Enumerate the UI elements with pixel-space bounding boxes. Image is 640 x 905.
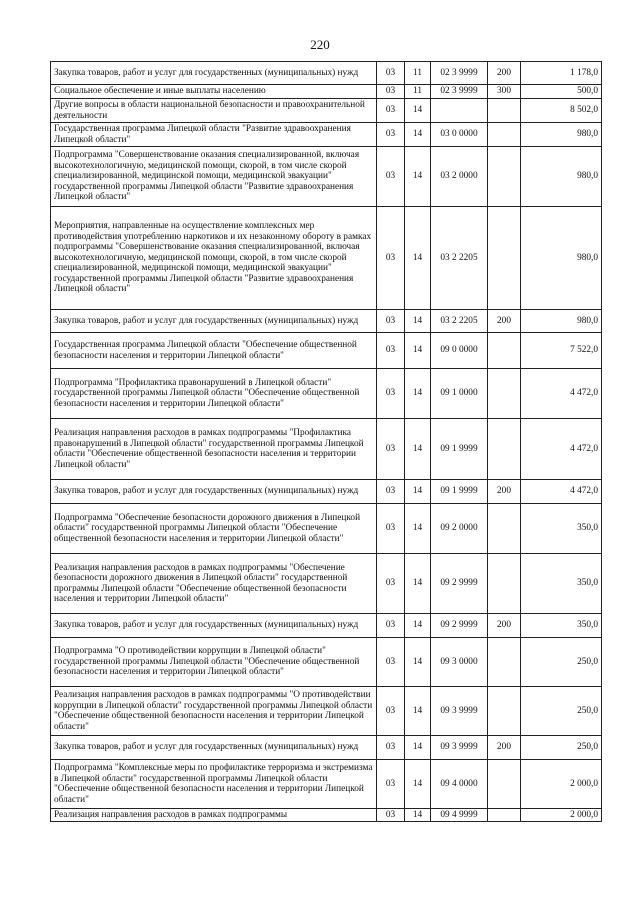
target-article-code: 09 4 9999 — [431, 809, 488, 822]
section-code: 03 — [377, 504, 405, 554]
section-code: 03 — [377, 419, 405, 480]
subsection-code: 14 — [405, 504, 431, 554]
target-article-code: 09 2 9999 — [431, 554, 488, 614]
row-name: Мероприятия, направленные на осуществление комплексных мер противодействия употреблению наркотиков и их незаконному обороту в рамках подпрограммы "Совершенствование оказания специализированной, включая высокотехнологичную, медицинской помощи, скорой, в том числе скорой специализированной, медицинской помощи, медицинской эвакуации" государственной программы Липецкой области "Развитие здравоохранения Липецкой области" — [51, 207, 377, 310]
section-code: 03 — [377, 147, 405, 207]
table-row — [51, 85, 602, 99]
amount: 350,0 — [521, 614, 602, 638]
table-row — [51, 147, 602, 207]
section-code: 03 — [377, 310, 405, 333]
subsection-code: 14 — [405, 736, 431, 760]
row-name: Закупка товаров, работ и услуг для государственных (муниципальных) нужд — [51, 62, 377, 85]
subsection-code: 11 — [405, 62, 431, 85]
amount: 2 000,0 — [521, 760, 602, 809]
expense-type-code — [488, 554, 521, 614]
target-article-code: 09 3 0000 — [431, 638, 488, 687]
section-code: 03 — [377, 369, 405, 419]
budget-table-body — [51, 62, 602, 822]
amount: 350,0 — [521, 504, 602, 554]
table-row — [51, 687, 602, 736]
budget-table — [50, 61, 602, 822]
expense-type-code: 300 — [488, 85, 521, 99]
section-code: 03 — [377, 123, 405, 147]
amount: 4 472,0 — [521, 369, 602, 419]
row-name: Реализация направления расходов в рамках подпрограммы — [51, 809, 377, 822]
amount: 2 000,0 — [521, 809, 602, 822]
amount: 250,0 — [521, 736, 602, 760]
subsection-code: 14 — [405, 369, 431, 419]
subsection-code: 14 — [405, 809, 431, 822]
row-name: Закупка товаров, работ и услуг для государственных (муниципальных) нужд — [51, 480, 377, 504]
amount: 980,0 — [521, 147, 602, 207]
table-row — [51, 419, 602, 480]
section-code: 03 — [377, 736, 405, 760]
amount: 980,0 — [521, 207, 602, 310]
table-row — [51, 123, 602, 147]
row-name: Другие вопросы в области национальной безопасности и правоохранительной деятельности — [51, 99, 377, 123]
expense-type-code: 200 — [488, 614, 521, 638]
target-article-code: 09 1 9999 — [431, 419, 488, 480]
target-article-code: 03 2 0000 — [431, 147, 488, 207]
amount: 8 502,0 — [521, 99, 602, 123]
target-article-code: 09 4 0000 — [431, 760, 488, 809]
row-name: Закупка товаров, работ и услуг для государственных (муниципальных) нужд — [51, 310, 377, 333]
subsection-code: 14 — [405, 554, 431, 614]
amount: 250,0 — [521, 687, 602, 736]
section-code: 03 — [377, 687, 405, 736]
row-name: Подпрограмма "Совершенствование оказания специализированной, включая высокотехнологичную, медицинской помощи, скорой, в том числе скорой специализированной, медицинской помощи, медицинской эвакуации" государственной программы Липецкой области "Развитие здравоохранения Липецкой области" — [51, 147, 377, 207]
row-name: Закупка товаров, работ и услуг для государственных (муниципальных) нужд — [51, 614, 377, 638]
subsection-code: 11 — [405, 85, 431, 99]
subsection-code: 14 — [405, 480, 431, 504]
row-name: Реализация направления расходов в рамках подпрограммы "О противодействии коррупции в Липецкой области" государственной программы Липецкой области "Обеспечение общественной безопасности населения и территории Липецкой области" — [51, 687, 377, 736]
target-article-code: 09 2 9999 — [431, 614, 488, 638]
expense-type-code — [488, 760, 521, 809]
table-row — [51, 736, 602, 760]
subsection-code: 14 — [405, 207, 431, 310]
target-article-code: 09 0 0000 — [431, 333, 488, 369]
amount: 7 522,0 — [521, 333, 602, 369]
target-article-code: 02 3 9999 — [431, 62, 488, 85]
expense-type-code — [488, 504, 521, 554]
target-article-code: 09 1 0000 — [431, 369, 488, 419]
table-row — [51, 809, 602, 822]
table-row — [51, 614, 602, 638]
expense-type-code — [488, 207, 521, 310]
target-article-code: 09 2 0000 — [431, 504, 488, 554]
subsection-code: 14 — [405, 147, 431, 207]
subsection-code: 14 — [405, 614, 431, 638]
table-row — [51, 760, 602, 809]
amount: 250,0 — [521, 638, 602, 687]
section-code: 03 — [377, 333, 405, 369]
table-row — [51, 62, 602, 85]
target-article-code: 03 2 2205 — [431, 207, 488, 310]
expense-type-code — [488, 687, 521, 736]
row-name: Закупка товаров, работ и услуг для государственных (муниципальных) нужд — [51, 736, 377, 760]
section-code: 03 — [377, 85, 405, 99]
expense-type-code — [488, 333, 521, 369]
amount: 350,0 — [521, 554, 602, 614]
table-row — [51, 310, 602, 333]
expense-type-code — [488, 419, 521, 480]
amount: 980,0 — [521, 123, 602, 147]
page-number: 220 — [310, 37, 330, 52]
section-code: 03 — [377, 480, 405, 504]
section-code: 03 — [377, 207, 405, 310]
section-code: 03 — [377, 554, 405, 614]
target-article-code: 02 3 9999 — [431, 85, 488, 99]
subsection-code: 14 — [405, 333, 431, 369]
target-article-code: 09 3 9999 — [431, 687, 488, 736]
target-article-code: 03 0 0000 — [431, 123, 488, 147]
amount: 980,0 — [521, 310, 602, 333]
section-code: 03 — [377, 99, 405, 123]
section-code: 03 — [377, 638, 405, 687]
row-name: Подпрограмма "Профилактика правонарушений в Липецкой области" государственной программы Липецкой области "Обеспечение общественной безопасности населения и территории Липецкой области" — [51, 369, 377, 419]
subsection-code: 14 — [405, 310, 431, 333]
amount: 4 472,0 — [521, 419, 602, 480]
row-name: Подпрограмма "О противодействии коррупции в Липецкой области" государственной программы Липецкой области "Обеспечение общественной безопасности населения и территории Липецкой области" — [51, 638, 377, 687]
row-name: Реализация направления расходов в рамках подпрограммы "Обеспечение безопасности дорожного движения в Липецкой области" государственной программы Липецкой области "Обеспечение общественной безопасности населения и территории Липецкой области" — [51, 554, 377, 614]
table-row — [51, 99, 602, 123]
expense-type-code: 200 — [488, 310, 521, 333]
row-name: Государственная программа Липецкой области "Развитие здравоохранения Липецкой области" — [51, 123, 377, 147]
table-row — [51, 480, 602, 504]
section-code: 03 — [377, 614, 405, 638]
row-name: Социальное обеспечение и иные выплаты населению — [51, 85, 377, 99]
table-row — [51, 369, 602, 419]
table-row — [51, 554, 602, 614]
table-row — [51, 638, 602, 687]
expense-type-code — [488, 123, 521, 147]
target-article-code: 09 3 9999 — [431, 736, 488, 760]
section-code: 03 — [377, 62, 405, 85]
subsection-code: 14 — [405, 123, 431, 147]
expense-type-code: 200 — [488, 736, 521, 760]
row-name: Подпрограмма "Комплексные меры по профилактике терроризма и экстремизма в Липецкой области" государственной программы Липецкой области "Обеспечение общественной безопасности населения и территории Липецкой области" — [51, 760, 377, 809]
expense-type-code — [488, 147, 521, 207]
expense-type-code — [488, 369, 521, 419]
subsection-code: 14 — [405, 760, 431, 809]
expense-type-code — [488, 99, 521, 123]
table-row — [51, 333, 602, 369]
row-name: Подпрограмма "Обеспечение безопасности дорожного движения в Липецкой области" государственной программы Липецкой области "Обеспечение общественной безопасности населения и территории Липецкой области" — [51, 504, 377, 554]
target-article-code — [431, 99, 488, 123]
target-article-code: 09 1 9999 — [431, 480, 488, 504]
target-article-code: 03 2 2205 — [431, 310, 488, 333]
expense-type-code: 200 — [488, 62, 521, 85]
expense-type-code: 200 — [488, 480, 521, 504]
amount: 1 178,0 — [521, 62, 602, 85]
expense-type-code — [488, 809, 521, 822]
table-row — [51, 207, 602, 310]
amount: 500,0 — [521, 85, 602, 99]
section-code: 03 — [377, 760, 405, 809]
subsection-code: 14 — [405, 687, 431, 736]
amount: 4 472,0 — [521, 480, 602, 504]
table-row — [51, 504, 602, 554]
row-name: Государственная программа Липецкой области "Обеспечение общественной безопасности населения и территории Липецкой области" — [51, 333, 377, 369]
expense-type-code — [488, 638, 521, 687]
subsection-code: 14 — [405, 419, 431, 480]
subsection-code: 14 — [405, 99, 431, 123]
row-name: Реализация направления расходов в рамках подпрограммы "Профилактика правонарушений в Липецкой области" государственной программы Липецкой области "Обеспечение общественной безопасности населения и территории Липецкой области" — [51, 419, 377, 480]
section-code: 03 — [377, 809, 405, 822]
subsection-code: 14 — [405, 638, 431, 687]
